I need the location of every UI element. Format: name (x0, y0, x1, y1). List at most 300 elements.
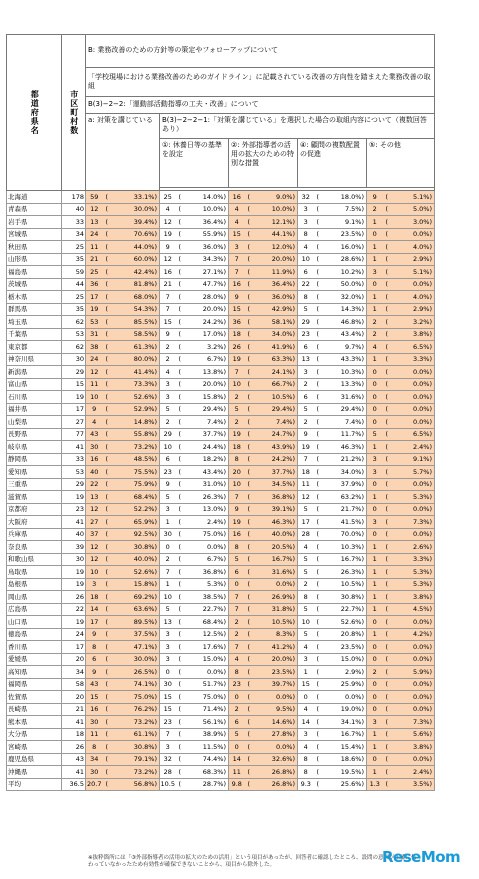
count-cell: 9 (160, 241, 176, 254)
count-cell: 10 (86, 391, 103, 404)
count-cell: 2 (160, 553, 176, 566)
count-cell: 21 (86, 253, 103, 266)
percent-cell: ( 68.4% ) (103, 491, 160, 504)
count-cell: 13 (160, 616, 176, 629)
count-cell: 23 (298, 328, 314, 341)
count-cell: 32 (160, 753, 176, 766)
count-cell: 8 (86, 641, 103, 654)
percent-cell: ( 22.7% ) (176, 603, 229, 616)
count-cell: 17 (86, 291, 103, 304)
percent-cell: ( 16.0% ) (314, 241, 367, 254)
count-cell: 9 (367, 191, 383, 204)
prefecture-cell: 山口県 (7, 616, 62, 629)
percent-cell: ( 73.2% ) (103, 441, 160, 454)
count-cell: 3 (160, 391, 176, 404)
percent-cell: ( 0.0% ) (383, 378, 435, 391)
percent-cell: ( 63.6% ) (103, 603, 160, 616)
percent-cell: ( 76.2% ) (103, 703, 160, 716)
count-cell: 22 (86, 478, 103, 491)
prefecture-cell: 徳島県 (7, 628, 62, 641)
count-cell: 0 (367, 228, 383, 241)
municipality-count-cell: 25 (62, 291, 86, 304)
count-cell: 20.7 (86, 778, 103, 790)
count-cell: 25 (160, 191, 176, 204)
percent-cell: ( 26.5% ) (103, 666, 160, 679)
count-cell: 12 (86, 203, 103, 216)
count-cell: 8 (229, 453, 245, 466)
percent-cell: ( 9.1% ) (383, 453, 435, 466)
percent-cell: ( 6.7% ) (176, 553, 229, 566)
count-cell: 16 (86, 453, 103, 466)
table-row (7, 666, 435, 679)
percent-cell: ( 20.0% ) (245, 653, 298, 666)
percent-cell: ( 73.2% ) (103, 716, 160, 729)
percent-cell: ( 6.5% ) (383, 341, 435, 354)
count-cell: 36 (229, 316, 245, 329)
table-row (7, 366, 435, 379)
count-cell: 2 (229, 416, 245, 429)
prefecture-cell: 沖縄県 (7, 766, 62, 779)
percent-cell: ( 24.7% ) (245, 428, 298, 441)
municipality-count-cell: 29 (62, 478, 86, 491)
percent-cell: ( 11.5% ) (176, 741, 229, 754)
count-cell: 1 (367, 553, 383, 566)
percent-cell: ( 27.1% ) (176, 266, 229, 279)
table-row (7, 566, 435, 579)
count-cell: 0 (298, 691, 314, 704)
count-cell: 0 (229, 691, 245, 704)
count-cell: 17 (86, 616, 103, 629)
percent-cell: ( 3.8% ) (383, 591, 435, 604)
percent-cell: ( 7.4% ) (176, 416, 229, 429)
prefecture-cell: 三重県 (7, 478, 62, 491)
percent-cell: ( 12.0% ) (245, 241, 298, 254)
percent-cell: ( 73.3% ) (103, 378, 160, 391)
percent-cell: ( 0.0% ) (176, 666, 229, 679)
municipality-count-cell: 30 (62, 553, 86, 566)
table-row (7, 266, 435, 279)
count-cell: 3 (367, 516, 383, 529)
percent-cell: ( 0.0% ) (383, 366, 435, 379)
count-cell: 8 (86, 741, 103, 754)
count-cell: 0 (367, 478, 383, 491)
prefecture-cell: 富山県 (7, 378, 62, 391)
prefecture-cell: 静岡県 (7, 453, 62, 466)
municipality-count-cell: 17 (62, 403, 86, 416)
percent-cell: ( 2.9% ) (383, 253, 435, 266)
count-cell: 15 (160, 703, 176, 716)
count-cell: 19 (229, 353, 245, 366)
municipality-count-cell: 22 (62, 603, 86, 616)
percent-cell: ( 12.5% ) (176, 628, 229, 641)
count-cell: 22 (298, 278, 314, 291)
table-row (7, 603, 435, 616)
count-cell: 1 (160, 578, 176, 591)
percent-cell: ( 7.3% ) (383, 516, 435, 529)
percent-cell: ( 11.9% ) (245, 266, 298, 279)
percent-cell: ( 29.4% ) (245, 403, 298, 416)
prefecture-cell: 島根県 (7, 578, 62, 591)
percent-cell: ( 37.5% ) (103, 628, 160, 641)
count-cell: 1 (367, 491, 383, 504)
percent-cell: ( 36.0% ) (245, 291, 298, 304)
table-row (7, 316, 435, 329)
count-cell: 2 (367, 328, 383, 341)
count-cell: 4 (86, 416, 103, 429)
count-cell: 1 (298, 666, 314, 679)
percent-cell: ( 46.8% ) (314, 316, 367, 329)
municipality-count-cell: 44 (62, 278, 86, 291)
prefecture-cell: 福井県 (7, 403, 62, 416)
percent-cell: ( 3.3% ) (383, 353, 435, 366)
count-cell: 16 (229, 191, 245, 204)
percent-cell: ( 7.3% ) (383, 716, 435, 729)
prefecture-cell: 福岡県 (7, 678, 62, 691)
percent-cell: ( 55.9% ) (176, 228, 229, 241)
prefecture-cell: 長崎県 (7, 703, 62, 716)
municipality-count-cell: 178 (62, 191, 86, 204)
count-cell: 3 (160, 653, 176, 666)
count-cell: 1 (367, 541, 383, 554)
count-cell: 2 (160, 353, 176, 366)
percent-cell: ( 0.0% ) (245, 691, 298, 704)
percent-cell: ( 20.0% ) (176, 378, 229, 391)
count-cell: 2 (229, 628, 245, 641)
count-cell: 8 (298, 291, 314, 304)
percent-cell: ( 26.8% ) (245, 778, 298, 790)
percent-cell: ( 0.0% ) (383, 403, 435, 416)
percent-cell: ( 2.9% ) (314, 666, 367, 679)
count-cell: 21 (160, 278, 176, 291)
count-cell: 0 (367, 678, 383, 691)
percent-cell: ( 74.4% ) (176, 753, 229, 766)
percent-cell: ( 52.6% ) (103, 391, 160, 404)
percent-cell: ( 2.4% ) (383, 766, 435, 779)
count-cell: 13 (298, 353, 314, 366)
percent-cell: ( 5.3% ) (383, 566, 435, 579)
count-cell: 9 (298, 428, 314, 441)
count-cell: 32 (298, 191, 314, 204)
table-row (7, 641, 435, 654)
percent-cell: ( 9.1% ) (314, 216, 367, 229)
prefecture-cell: 福島県 (7, 266, 62, 279)
percent-cell: ( 21.2% ) (314, 453, 367, 466)
prefecture-cell: 鳥取県 (7, 566, 62, 579)
percent-cell: ( 5.3% ) (176, 578, 229, 591)
percent-cell: ( 65.9% ) (103, 516, 160, 529)
count-cell: 6 (229, 716, 245, 729)
municipality-count-cell: 29 (62, 366, 86, 379)
count-cell: 6 (298, 266, 314, 279)
table-row (7, 203, 435, 216)
count-cell: 1 (367, 441, 383, 454)
count-cell: 9.8 (229, 778, 245, 790)
percent-cell: ( 68.3% ) (176, 766, 229, 779)
prefecture-cell: 東京都 (7, 341, 62, 354)
percent-cell: ( 2.9% ) (383, 303, 435, 316)
count-cell: 24 (86, 353, 103, 366)
header-b3-2-2-1: B(3)−2−2−1:「対策を講じている」を選択した場合の取組内容について（複数回答あり） (160, 114, 435, 139)
municipality-count-cell: 23 (62, 503, 86, 516)
percent-cell: ( 14.3% ) (314, 303, 367, 316)
percent-cell: ( 10.2% ) (314, 266, 367, 279)
percent-cell: ( 3.2% ) (176, 341, 229, 354)
header-option-4: ④: 顧問の複数配置の促進 (298, 139, 367, 188)
count-cell: 12 (86, 366, 103, 379)
count-cell: 18 (86, 591, 103, 604)
prefecture-cell: 北海道 (7, 191, 62, 204)
count-cell: 1 (160, 516, 176, 529)
percent-cell: ( 68.0% ) (103, 291, 160, 304)
count-cell: 0 (367, 703, 383, 716)
percent-cell: ( 5.6% ) (383, 728, 435, 741)
percent-cell: ( 52.6% ) (314, 616, 367, 629)
count-cell: 7 (160, 303, 176, 316)
count-cell: 1 (367, 766, 383, 779)
municipality-count-cell: 26 (62, 741, 86, 754)
count-cell: 7 (160, 728, 176, 741)
percent-cell: ( 17.6% ) (176, 641, 229, 654)
percent-cell: ( 30.8% ) (103, 541, 160, 554)
table-row (7, 341, 435, 354)
prefecture-cell: 佐賀県 (7, 691, 62, 704)
percent-cell: ( 69.2% ) (103, 591, 160, 604)
count-cell: 15 (160, 691, 176, 704)
table-row (7, 541, 435, 554)
count-cell: 5 (229, 553, 245, 566)
percent-cell: ( 0.0% ) (383, 616, 435, 629)
percent-cell: ( 13.0% ) (176, 503, 229, 516)
percent-cell: ( 63.3% ) (245, 353, 298, 366)
table-body (7, 35, 435, 791)
count-cell: 16 (86, 703, 103, 716)
count-cell: 4 (298, 741, 314, 754)
percent-cell: ( 73.2% ) (103, 766, 160, 779)
prefecture-cell: 新潟県 (7, 366, 62, 379)
percent-cell: ( 32.6% ) (245, 753, 298, 766)
table-row (7, 353, 435, 366)
percent-cell: ( 24.2% ) (176, 316, 229, 329)
prefecture-cell: 鹿児島県 (7, 753, 62, 766)
percent-cell: ( 15.8% ) (176, 391, 229, 404)
percent-cell: ( 16.7% ) (314, 553, 367, 566)
count-cell: 59 (86, 191, 103, 204)
count-cell: 1 (367, 591, 383, 604)
percent-cell: ( 0.0% ) (245, 741, 298, 754)
count-cell: 6 (86, 653, 103, 666)
count-cell: 7 (229, 603, 245, 616)
percent-cell: ( 18.6% ) (314, 753, 367, 766)
count-cell: 9 (229, 503, 245, 516)
percent-cell: ( 4.0% ) (383, 291, 435, 304)
header-prefecture-text: 都道府県名 (30, 90, 40, 135)
percent-cell: ( 0.0% ) (383, 753, 435, 766)
percent-cell: ( 0.0% ) (314, 691, 367, 704)
municipality-count-cell: 33 (62, 453, 86, 466)
count-cell: 1 (367, 741, 383, 754)
municipality-count-cell: 53 (62, 328, 86, 341)
count-cell: 4 (229, 653, 245, 666)
count-cell: 2 (160, 341, 176, 354)
percent-cell: ( 85.5% ) (103, 316, 160, 329)
count-cell: 4 (298, 703, 314, 716)
table-row (7, 378, 435, 391)
percent-cell: ( 56.1% ) (176, 716, 229, 729)
count-cell: 12 (160, 253, 176, 266)
header-guideline: 「学校現場における業務改善のためのガイドライン」に記載されている改善の方向性を踏まえた業務改善の取組 (86, 68, 435, 97)
count-cell: 5 (298, 303, 314, 316)
count-cell: 15 (229, 228, 245, 241)
percent-cell: ( 6.7% ) (176, 353, 229, 366)
percent-cell: ( 28.0% ) (176, 291, 229, 304)
header-option-5: ⑤: その他 (367, 139, 435, 188)
count-cell: 2 (229, 616, 245, 629)
percent-cell: ( 75.9% ) (103, 478, 160, 491)
percent-cell: ( 75.0% ) (176, 528, 229, 541)
count-cell: 19 (229, 516, 245, 529)
percent-cell: ( 43.4% ) (176, 466, 229, 479)
count-cell: 1.3 (367, 778, 383, 790)
count-cell: 9 (86, 666, 103, 679)
count-cell: 10 (86, 566, 103, 579)
count-cell: 3 (298, 216, 314, 229)
count-cell: 1 (367, 241, 383, 254)
percent-cell: ( 61.1% ) (103, 728, 160, 741)
percent-cell: ( 26.8% ) (245, 766, 298, 779)
percent-cell: ( 40.0% ) (103, 553, 160, 566)
count-cell: 0 (367, 641, 383, 654)
count-cell: 0 (367, 503, 383, 516)
count-cell: 15 (86, 691, 103, 704)
prefecture-cell: 岐阜県 (7, 441, 62, 454)
percent-cell: ( 58.1% ) (245, 316, 298, 329)
count-cell: 0 (367, 653, 383, 666)
prefecture-cell: 京都府 (7, 503, 62, 516)
count-cell: 1 (367, 603, 383, 616)
percent-cell: ( 0.0% ) (383, 391, 435, 404)
percent-cell: ( 23.5% ) (314, 641, 367, 654)
percent-cell: ( 34.0% ) (245, 328, 298, 341)
count-cell: 43 (86, 428, 103, 441)
prefecture-cell: 兵庫県 (7, 528, 62, 541)
percent-cell: ( 66.7% ) (245, 378, 298, 391)
percent-cell: ( 37.7% ) (176, 428, 229, 441)
count-cell: 30 (160, 528, 176, 541)
municipality-count-cell: 36.5 (62, 778, 86, 790)
table-row (7, 466, 435, 479)
percent-cell: ( 34.5% ) (245, 478, 298, 491)
header-municipality-count (62, 35, 86, 191)
percent-cell: ( 46.3% ) (245, 516, 298, 529)
count-cell: 9 (229, 291, 245, 304)
percent-cell: ( 50.0% ) (314, 278, 367, 291)
percent-cell: ( 71.4% ) (176, 703, 229, 716)
count-cell: 1 (367, 728, 383, 741)
percent-cell: ( 31.0% ) (176, 478, 229, 491)
count-cell: 3 (367, 466, 383, 479)
percent-cell: ( 13.8% ) (176, 366, 229, 379)
count-cell: 3 (229, 241, 245, 254)
table-row (7, 753, 435, 766)
count-cell: 4 (367, 341, 383, 354)
municipality-count-cell: 34 (62, 228, 86, 241)
percent-cell: ( 6.5% ) (383, 428, 435, 441)
percent-cell: ( 47.7% ) (176, 278, 229, 291)
count-cell: 2 (367, 316, 383, 329)
percent-cell: ( 40.0% ) (245, 528, 298, 541)
municipality-count-cell: 17 (62, 641, 86, 654)
count-cell: 0 (229, 578, 245, 591)
percent-cell: ( 9.5% ) (245, 703, 298, 716)
municipality-count-cell: 27 (62, 416, 86, 429)
count-cell: 9 (86, 403, 103, 416)
percent-cell: ( 41.5% ) (314, 516, 367, 529)
percent-cell: ( 2.4% ) (383, 441, 435, 454)
municipality-count-cell: 19 (62, 578, 86, 591)
count-cell: 0 (367, 391, 383, 404)
percent-cell: ( 34.0% ) (314, 466, 367, 479)
municipality-count-cell: 20 (62, 691, 86, 704)
percent-cell: ( 81.8% ) (103, 278, 160, 291)
municipality-count-cell: 15 (62, 378, 86, 391)
count-cell: 8 (229, 666, 245, 679)
count-cell: 7 (229, 591, 245, 604)
prefecture-cell: 千葉県 (7, 328, 62, 341)
municipality-count-cell: 21 (62, 703, 86, 716)
municipality-count-cell: 20 (62, 653, 86, 666)
count-cell: 12 (86, 553, 103, 566)
municipality-count-cell: 30 (62, 353, 86, 366)
percent-cell: ( 10.5% ) (245, 616, 298, 629)
count-cell: 25 (86, 266, 103, 279)
count-cell: 10 (160, 441, 176, 454)
resemom-logo: ReseMom (382, 848, 461, 866)
percent-cell: ( 10.3% ) (314, 366, 367, 379)
municipality-count-cell: 25 (62, 241, 86, 254)
percent-cell: ( 20.8% ) (314, 628, 367, 641)
percent-cell: ( 0.0% ) (383, 641, 435, 654)
percent-cell: ( 39.1% ) (245, 503, 298, 516)
percent-cell: ( 0.0% ) (383, 278, 435, 291)
count-cell: 19 (229, 428, 245, 441)
percent-cell: ( 10.0% ) (245, 203, 298, 216)
percent-cell: ( 15.8% ) (103, 578, 160, 591)
count-cell: 23 (160, 466, 176, 479)
percent-cell: ( 68.4% ) (176, 616, 229, 629)
percent-cell: ( 3.0% ) (383, 216, 435, 229)
percent-cell: ( 0.0% ) (383, 503, 435, 516)
count-cell: 1 (367, 216, 383, 229)
municipality-count-cell: 62 (62, 341, 86, 354)
count-cell: 11 (86, 378, 103, 391)
table-row (7, 578, 435, 591)
percent-cell: ( 8.3% ) (245, 628, 298, 641)
percent-cell: ( 41.9% ) (245, 341, 298, 354)
municipality-count-cell: 40 (62, 528, 86, 541)
table-row (7, 691, 435, 704)
percent-cell: ( 43.4% ) (314, 328, 367, 341)
percent-cell: ( 16.7% ) (245, 553, 298, 566)
count-cell: 3 (86, 578, 103, 591)
percent-cell: ( 32.0% ) (314, 291, 367, 304)
count-cell: 4 (298, 541, 314, 554)
municipality-count-cell: 35 (62, 253, 86, 266)
count-cell: 6 (298, 391, 314, 404)
percent-cell: ( 0.0% ) (383, 678, 435, 691)
prefecture-cell: 愛媛県 (7, 653, 62, 666)
count-cell: 1 (367, 353, 383, 366)
table-row (7, 591, 435, 604)
